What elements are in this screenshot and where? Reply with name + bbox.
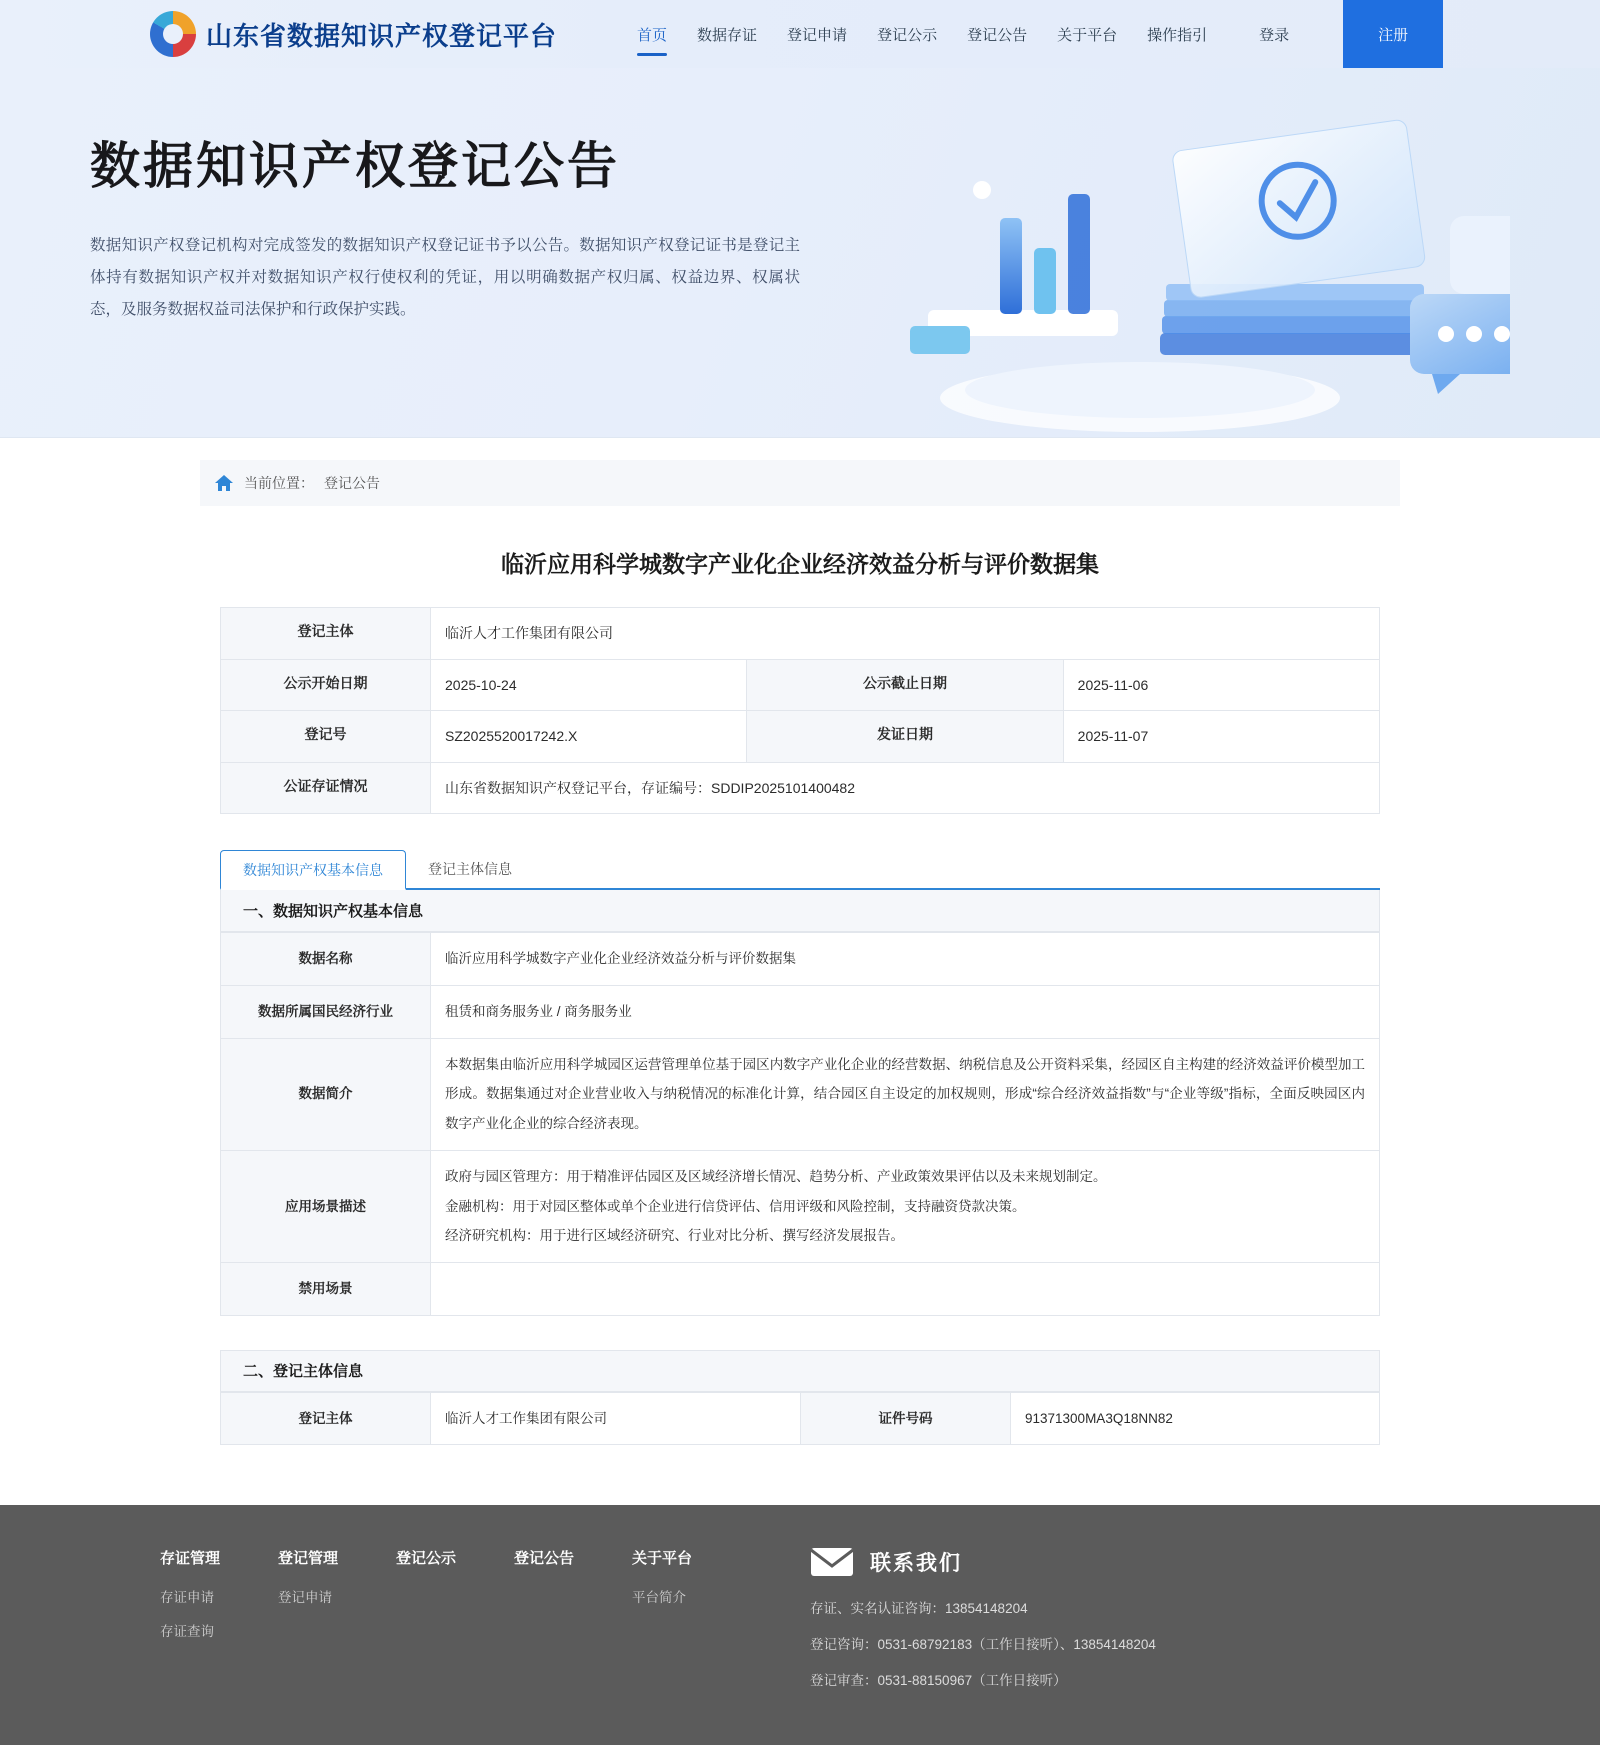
mail-icon xyxy=(810,1547,854,1577)
label-start-date: 公示开始日期 xyxy=(221,659,431,711)
site-footer xyxy=(0,1505,1600,1745)
paragraph: 政府与园区管理方：用于精准评估园区及区域经济增长情况、趋势分析、产业政策效果评估以及未来规划制定。 xyxy=(445,1168,1107,1184)
nav-item-about-platform[interactable]: 关于平台 xyxy=(1057,26,1118,44)
footer-column-registration xyxy=(278,1547,396,1705)
main-nav xyxy=(637,0,1207,68)
footer-column-publicity xyxy=(396,1547,514,1705)
footer-contact xyxy=(810,1547,1156,1705)
summary-table xyxy=(220,607,1380,814)
breadcrumb-prefix: 当前位置： xyxy=(244,475,314,491)
main-content xyxy=(0,460,1600,1505)
detail-tabs xyxy=(220,850,1380,890)
table-row xyxy=(221,1392,1380,1445)
record-title: 临沂应用科学城数字产业化企业经济效益分析与评价数据集 xyxy=(501,552,1099,577)
label-notary: 公证存证情况 xyxy=(221,762,431,814)
register-button[interactable]: 注册 xyxy=(1343,0,1443,68)
paragraph: 金融机构：用于对园区整体或单个企业进行信贷评估、信用评级和风险控制，支持融资贷款决策。 xyxy=(445,1198,1026,1214)
value-id-number: 91371300MA3Q18NN82 xyxy=(1011,1392,1380,1445)
value-data-intro xyxy=(431,1038,1380,1150)
paragraph: 本数据集由临沂应用科学城园区运营管理单位基于园区内数字产业化企业的经营数据、纳税信息及公开资料采集，经园区自主构建的经济效益评价模型加工形成。数据集通过对企业营业收入与纳税情况的标准化计算，结合园区自主设定的加权规则，形成“综合经济效益指数”与“企业等级”指标，全面反映园区内数字产业化企业的综合经济表现。 xyxy=(445,1056,1365,1132)
label-use-scenarios: 应用场景描述 xyxy=(221,1150,431,1262)
footer-column-deposit xyxy=(160,1547,278,1705)
label-subject-2: 登记主体 xyxy=(221,1392,431,1445)
value-data-name: 临沂应用科学城数字产业化企业经济效益分析与评价数据集 xyxy=(431,933,1380,986)
value-use-scenarios xyxy=(431,1150,1380,1262)
paragraph: 经济研究机构：用于进行区域经济研究、行业对比分析、撰写经济发展报告。 xyxy=(445,1228,904,1244)
table-row xyxy=(221,986,1380,1039)
tab-basic-info[interactable]: 数据知识产权基本信息 xyxy=(220,850,406,890)
value-subject: 临沂人才工作集团有限公司 xyxy=(431,608,1380,660)
footer-column-announcement xyxy=(514,1547,632,1705)
tab-subject-info[interactable]: 登记主体信息 xyxy=(428,861,512,878)
nav-item-data-deposit[interactable]: 数据存证 xyxy=(697,26,758,44)
site-header xyxy=(0,0,1600,68)
value-start-date: 2025-10-24 xyxy=(431,659,747,711)
label-id-number: 证件号码 xyxy=(801,1392,1011,1445)
contact-line: 存证、实名认证咨询：13854148204 xyxy=(810,1601,1028,1617)
value-forbidden-scenarios xyxy=(431,1262,1380,1315)
table-row xyxy=(221,711,1380,763)
page-title: 数据知识产权登记公告 xyxy=(90,138,620,194)
footer-link-platform-intro[interactable]: 平台简介 xyxy=(632,1590,686,1606)
footer-column-title: 登记管理 xyxy=(278,1550,339,1568)
breadcrumb xyxy=(200,460,1400,506)
site-logo[interactable] xyxy=(150,11,557,57)
table-row xyxy=(221,608,1380,660)
contact-line: 登记审查：0531-88150967（工作日接听） xyxy=(810,1673,1067,1689)
footer-column-title: 存证管理 xyxy=(160,1550,221,1568)
label-data-name: 数据名称 xyxy=(221,933,431,986)
table-row xyxy=(221,1150,1380,1262)
footer-link-registration-apply[interactable]: 登记申请 xyxy=(278,1590,332,1606)
table-row xyxy=(221,762,1380,814)
hero-description: 数据知识产权登记机构对完成签发的数据知识产权登记证书予以公告。数据知识产权登记证书是登记主体持有数据知识产权并对数据知识产权行使权利的凭证，用以明确数据产权归属、权益边界、权属状态，及服务数据权益司法保护和行政保护实践。 xyxy=(90,237,800,318)
basic-info-table xyxy=(220,932,1380,1315)
subject-info-table xyxy=(220,1392,1380,1446)
value-notary: 山东省数据知识产权登记平台，存证编号：SDDIP2025101400482 xyxy=(431,762,1380,814)
table-row xyxy=(221,933,1380,986)
value-registration-no: SZ2025520017242.X xyxy=(431,711,747,763)
nav-item-registration-apply[interactable]: 登记申请 xyxy=(787,26,848,44)
label-data-intro: 数据简介 xyxy=(221,1038,431,1150)
login-button[interactable]: 登录 xyxy=(1259,26,1290,44)
nav-item-home[interactable]: 首页 xyxy=(637,0,667,68)
table-row xyxy=(221,659,1380,711)
footer-column-title: 登记公告 xyxy=(514,1550,575,1568)
hero-banner xyxy=(0,68,1600,438)
label-forbidden-scenarios: 禁用场景 xyxy=(221,1262,431,1315)
footer-link-deposit-apply[interactable]: 存证申请 xyxy=(160,1590,214,1606)
footer-link-deposit-query[interactable]: 存证查询 xyxy=(160,1624,214,1640)
footer-column-title: 关于平台 xyxy=(632,1550,693,1568)
table-row xyxy=(221,1262,1380,1315)
table-row xyxy=(221,1038,1380,1150)
section-title-subject-info: 二、登记主体信息 xyxy=(220,1350,1380,1392)
label-registration-no: 登记号 xyxy=(221,711,431,763)
footer-column-title: 登记公示 xyxy=(396,1550,457,1568)
value-industry: 租赁和商务服务业 / 商务服务业 xyxy=(431,986,1380,1039)
value-issue-date: 2025-11-07 xyxy=(1063,711,1379,763)
logo-text: 山东省数据知识产权登记平台 xyxy=(206,20,558,51)
label-subject: 登记主体 xyxy=(221,608,431,660)
nav-item-registration-publicity[interactable]: 登记公示 xyxy=(877,26,938,44)
home-icon[interactable] xyxy=(214,474,234,492)
label-issue-date: 发证日期 xyxy=(747,711,1063,763)
nav-item-user-guide[interactable]: 操作指引 xyxy=(1147,26,1208,44)
value-end-date: 2025-11-06 xyxy=(1063,659,1379,711)
contact-line: 登记咨询：0531-68792183（工作日接听）、13854148204 xyxy=(810,1637,1156,1653)
contact-title: 联系我们 xyxy=(870,1552,962,1576)
breadcrumb-current: 登记公告 xyxy=(324,475,380,491)
footer-column-about xyxy=(632,1547,750,1705)
value-subject-2: 临沂人才工作集团有限公司 xyxy=(431,1392,801,1445)
label-end-date: 公示截止日期 xyxy=(747,659,1063,711)
label-industry: 数据所属国民经济行业 xyxy=(221,986,431,1039)
platform-logo-icon xyxy=(150,11,196,57)
section-title-basic-info: 一、数据知识产权基本信息 xyxy=(220,890,1380,932)
nav-item-registration-announcement[interactable]: 登记公告 xyxy=(967,26,1028,44)
